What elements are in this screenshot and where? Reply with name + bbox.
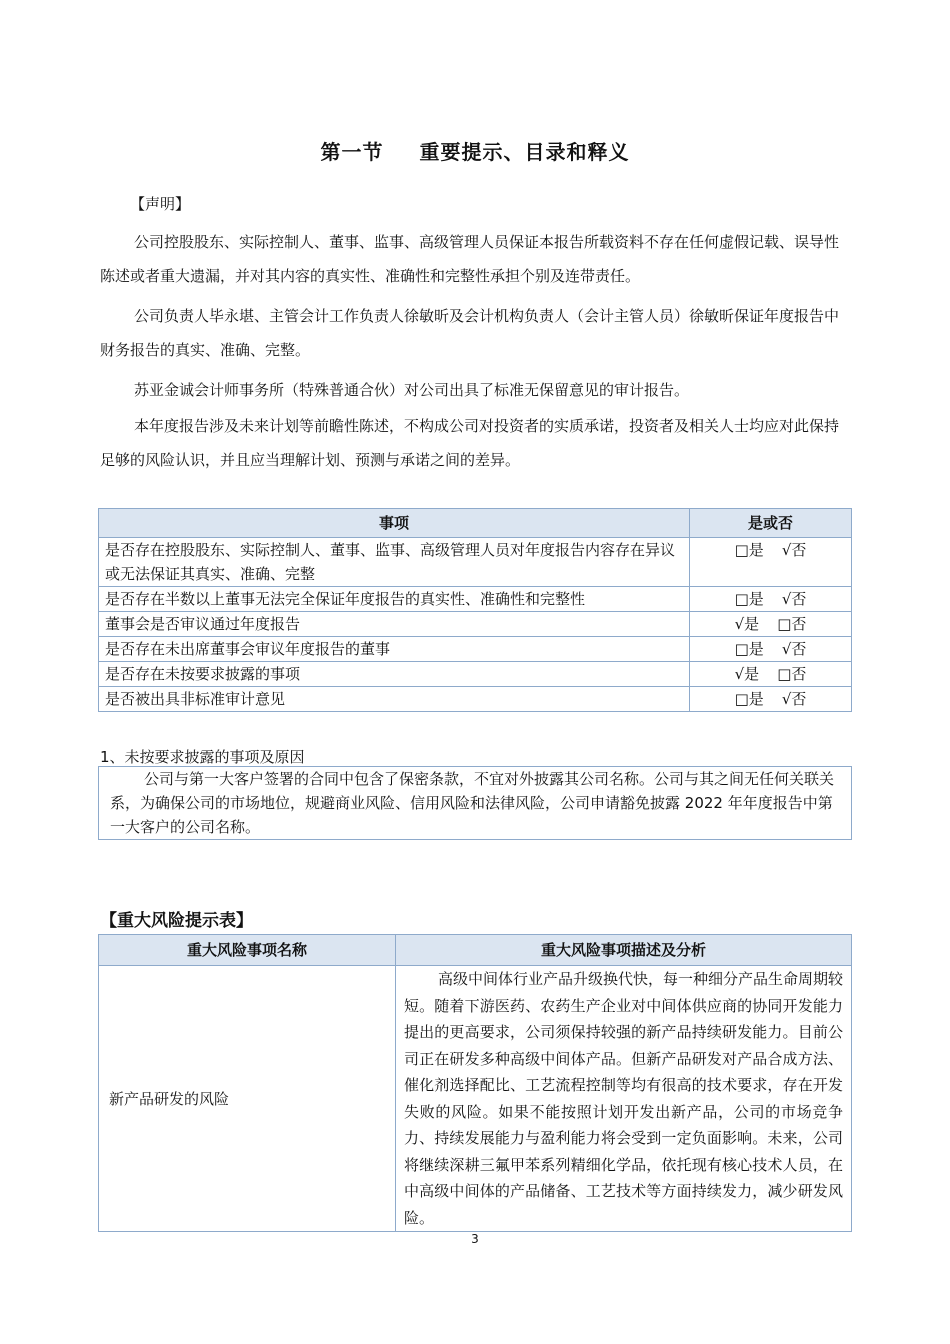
row-answer (690, 612, 852, 637)
yes-checkbox: √是 (734, 615, 760, 633)
no-checkbox: √否 (781, 590, 807, 608)
risk-description: 高级中间体行业产品升级换代快，每一种细分产品生命周期较短。随着下游医药、农药生产企业对中间体供应商的协同开发能力提出的更高要求，公司须保持较强的新产品持续研发能力。目前公司正在研发多种高级中间体产品。但新产品研发对产品合成方法、催化剂选择配比、工艺流程控制等均有很高的技术要求，存在开发失败的风险。如果不能按照计划开发出新产品，公司的市场竞争力、持续发展能力与盈利能力将会受到一定负面影响。未来，公司将继续深耕三氟甲苯系列精细化学品，依托现有核心技术人员，在中高级中间体的产品储备、工艺技术等方面持续发力，减少研发风险。 (396, 966, 852, 1232)
statement-paragraph-3: 苏亚金诚会计师事务所（特殊普通合伙）对公司出具了标准无保留意见的审计报告。 (134, 381, 690, 399)
no-checkbox: √否 (781, 690, 807, 708)
row-answer (690, 587, 852, 612)
risk-table-title: 【重大风险提示表】 (100, 911, 253, 931)
table-row (99, 637, 852, 662)
no-checkbox: □否 (777, 665, 807, 683)
row-answer (690, 637, 852, 662)
table-row (99, 612, 852, 637)
row-item: 是否被出具非标准审计意见 (99, 687, 690, 712)
row-item: 是否存在未出席董事会审议年度报告的董事 (99, 637, 690, 662)
risk-table (98, 934, 852, 1232)
table-header-row (99, 509, 852, 538)
table-row (99, 538, 852, 587)
statement-paragraph-1: 公司控股股东、实际控制人、董事、监事、高级管理人员保证本报告所载资料不存在任何虚假记载、误导性陈述或者重大遗漏，并对其内容的真实性、准确性和完整性承担个别及连带责任。 (100, 233, 840, 285)
section-heading: 重要提示、目录和释义 (419, 140, 630, 164)
section-title (0, 136, 950, 165)
statement-paragraph-2: 公司负责人毕永堪、主管会计工作负责人徐敏昕及会计机构负责人（会计主管人员）徐敏昕保证年度报告中财务报告的真实、准确、完整。 (100, 307, 840, 359)
row-item: 是否存在未按要求披露的事项 (99, 662, 690, 687)
undisclosed-text: 公司与第一大客户签署的合同中包含了保密条款，不宜对外披露其公司名称。公司与其之间无任何关联关系，为确保公司的市场地位，规避商业风险、信用风险和法律风险，公司申请豁免披露 2022 年年度报告中第一大客户的公司名称。 (110, 770, 835, 836)
yes-checkbox: □是 (734, 541, 764, 559)
header-item: 事项 (99, 509, 690, 538)
no-checkbox: □否 (777, 615, 807, 633)
section-number: 第一节 (320, 140, 384, 164)
no-checkbox: √否 (781, 541, 807, 559)
undisclosed-box (98, 766, 852, 840)
row-item: 是否存在控股股东、实际控制人、董事、监事、高级管理人员对年度报告内容存在异议或无法保证其真实、准确、完整 (99, 538, 690, 587)
risk-header-desc: 重大风险事项描述及分析 (396, 935, 852, 966)
page-number: 3 (471, 1232, 479, 1246)
table-row (99, 662, 852, 687)
risk-header-row (99, 935, 852, 966)
undisclosed-label: 1、未按要求披露的事项及原因 (100, 748, 305, 766)
risk-row (99, 966, 852, 1232)
statement-label: 【声明】 (130, 195, 191, 213)
row-answer (690, 687, 852, 712)
table-row (99, 687, 852, 712)
risk-header-name: 重大风险事项名称 (99, 935, 396, 966)
table-row (99, 587, 852, 612)
row-answer (690, 538, 852, 587)
yes-checkbox: □是 (734, 690, 764, 708)
risk-name: 新产品研发的风险 (99, 966, 396, 1232)
header-answer: 是或否 (690, 509, 852, 538)
row-item: 是否存在半数以上董事无法完全保证年度报告的真实性、准确性和完整性 (99, 587, 690, 612)
row-item: 董事会是否审议通过年度报告 (99, 612, 690, 637)
statement-paragraph-4: 本年度报告涉及未来计划等前瞻性陈述，不构成公司对投资者的实质承诺，投资者及相关人士均应对此保持足够的风险认识，并且应当理解计划、预测与承诺之间的差异。 (100, 417, 840, 469)
no-checkbox: √否 (781, 640, 807, 658)
yes-checkbox: □是 (734, 590, 764, 608)
confirmation-table (98, 508, 852, 712)
yes-checkbox: □是 (734, 640, 764, 658)
row-answer (690, 662, 852, 687)
yes-checkbox: √是 (734, 665, 760, 683)
